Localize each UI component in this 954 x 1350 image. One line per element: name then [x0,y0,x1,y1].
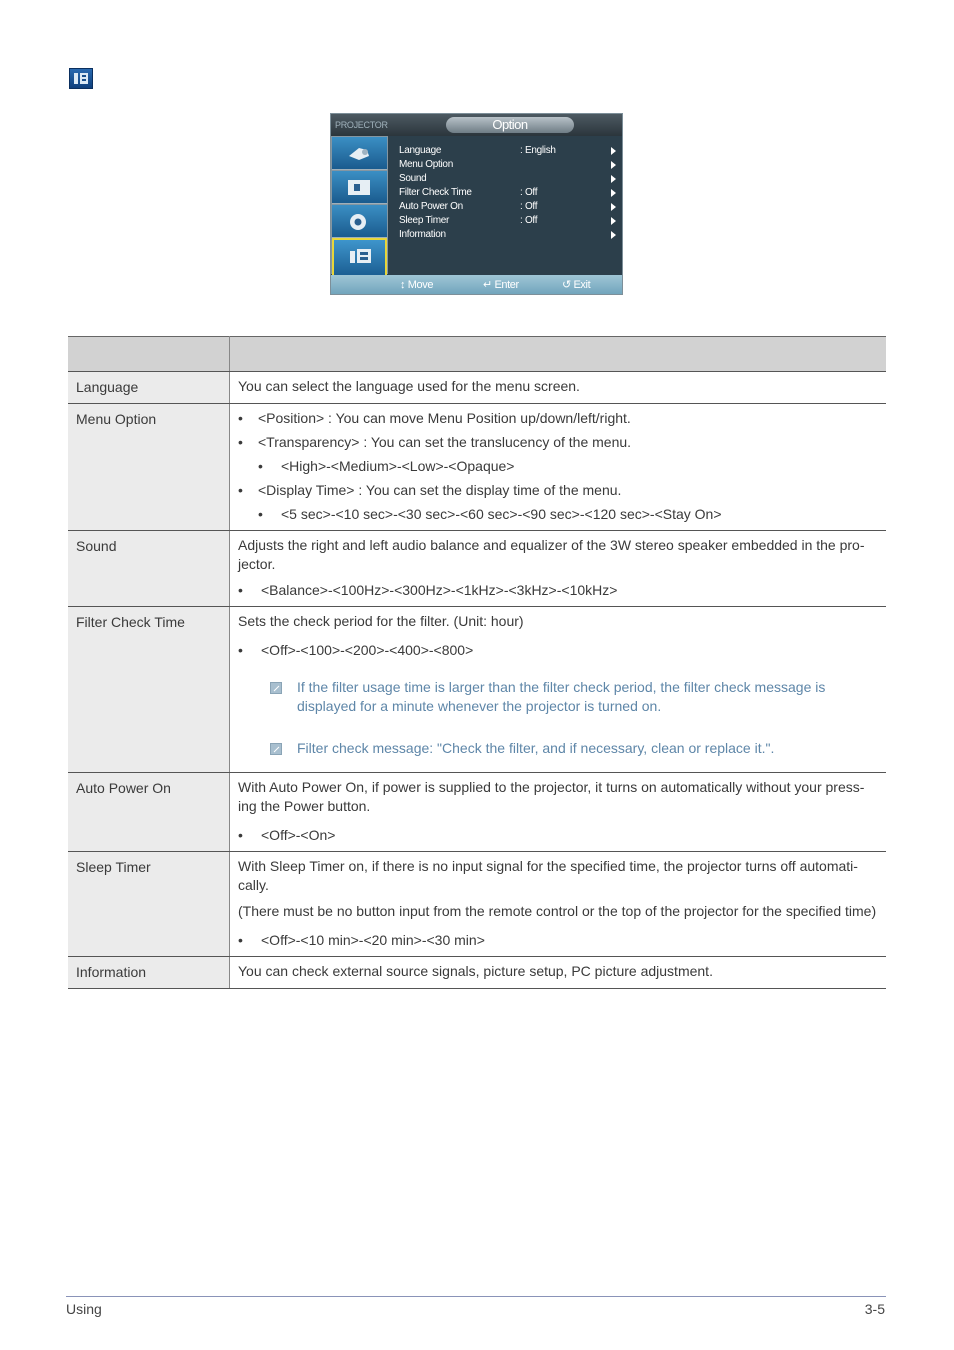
row-name: Menu Option [68,404,230,531]
osd-row-information[interactable]: Information [399,228,621,242]
option-icon [347,245,375,267]
osd-sidebar [331,136,388,274]
osd-tab-option[interactable] [332,238,387,277]
table-row-sound [68,531,886,607]
osd-enter-hint: ↵ Enter [483,279,519,291]
row-desc: • <Position> : You can move Menu Position up/down/left/right. • <Transparency> : You can set the translucency of the menu. • <High>-<Medium>-<Low>-<Opaque> • <Display Time> : You can set the display time of the menu. • <5 sec>-<10 sec>-<30 sec>-<60 sec>-<90 sec>-<120 sec>-<Stay On> [230,404,887,531]
gear-icon [345,210,373,232]
osd-row-sound[interactable]: Sound [399,172,621,186]
row-name: Sleep Timer [68,852,230,957]
osd-tab-input[interactable] [332,137,387,170]
osd-exit-hint: ↺ Exit [562,279,591,291]
osd-move-hint: ↕ Move [400,279,434,291]
row-name: Auto Power On [68,773,230,852]
row-name: Language [68,372,230,404]
row-desc: You can select the language used for the menu screen. [230,372,887,404]
arrow-right-icon [611,217,616,225]
osd-tab-setup[interactable] [332,205,387,238]
arrow-right-icon [611,189,616,197]
table-row-filter-check-time [68,607,886,773]
osd-row-filter-check-time[interactable]: Filter Check Time : Off [399,186,621,200]
osd-option-menu [330,113,623,295]
osd-footer-bar [331,275,623,295]
row-name: Filter Check Time [68,607,230,773]
note-icon [270,743,282,755]
option-menu-table [68,336,886,989]
osd-row-language[interactable]: Language : English [399,144,621,158]
row-name: Sound [68,531,230,607]
footer-section-label: Using [66,1301,102,1317]
return-icon: ↺ [562,279,571,291]
table-row-menu-option [68,404,886,531]
table-header-cell [68,337,230,372]
row-name: Information [68,957,230,989]
osd-row-menu-option[interactable]: Menu Option [399,158,621,172]
note-filter-message: Filter check message: "Check the filter, and if necessary, clean or replace it.". [238,739,878,758]
table-header-row [68,337,886,372]
table-header-cell [230,337,887,372]
row-desc: You can check external source signals, picture setup, PC picture adjustment. [230,957,887,989]
arrow-right-icon [611,147,616,155]
osd-title: Option [446,117,574,133]
footer-divider [66,1296,886,1297]
arrow-right-icon [611,231,616,239]
footer-page-number: 3-5 [864,1301,885,1317]
osd-row-sleep-timer[interactable]: Sleep Timer : Off [399,214,621,228]
up-down-arrow-icon: ↕ [400,279,406,291]
note-icon [270,682,282,694]
table-row-auto-power-on [68,773,886,852]
picture-icon [345,176,373,198]
option-menu-icon [69,68,93,89]
table-row-information [68,957,886,989]
table-row-sleep-timer [68,852,886,957]
osd-tab-picture[interactable] [332,171,387,204]
osd-menu-list [399,144,621,242]
row-desc: With Sleep Timer on, if there is no input signal for the specified time, the projector turns off automati-cally. (There must be no button input from the remote control or the top of the projector for the specified time) • <Off>-<10 min>-<20 min>-<30 min> [230,852,887,957]
enter-icon: ↵ [483,279,492,291]
arrow-right-icon [611,203,616,211]
arrow-right-icon [611,161,616,169]
osd-brand-label: PROJECTOR [335,120,388,130]
arrow-right-icon [611,175,616,183]
plug-icon [345,142,373,164]
osd-top-bar [331,114,623,136]
row-desc: Adjusts the right and left audio balance and equalizer of the 3W stereo speaker embedded in the pro-jector. • <Balance>-<100Hz>-<300Hz>-<1kHz>-<3kHz>-<10kHz> [230,531,887,607]
note-filter-usage: If the filter usage time is larger than the filter check period, the filter check message is displayed for a minute whenever the projector is turned on. [238,678,878,716]
osd-row-auto-power-on[interactable]: Auto Power On : Off [399,200,621,214]
row-desc: Sets the check period for the filter. (Unit: hour) • <Off>-<100>-<200>-<400>-<800> If the filter usage time is larger than the filter check period, the filter check message is displayed for a minute whenever the projector is turned on. Filter check message: "Check the filter, and if necessary, clean or replace it.". [230,607,887,773]
table-row-language [68,372,886,404]
row-desc: With Auto Power On, if power is supplied to the projector, it turns on automatically without your press-ing the Power button. • <Off>-<On> [230,773,887,852]
